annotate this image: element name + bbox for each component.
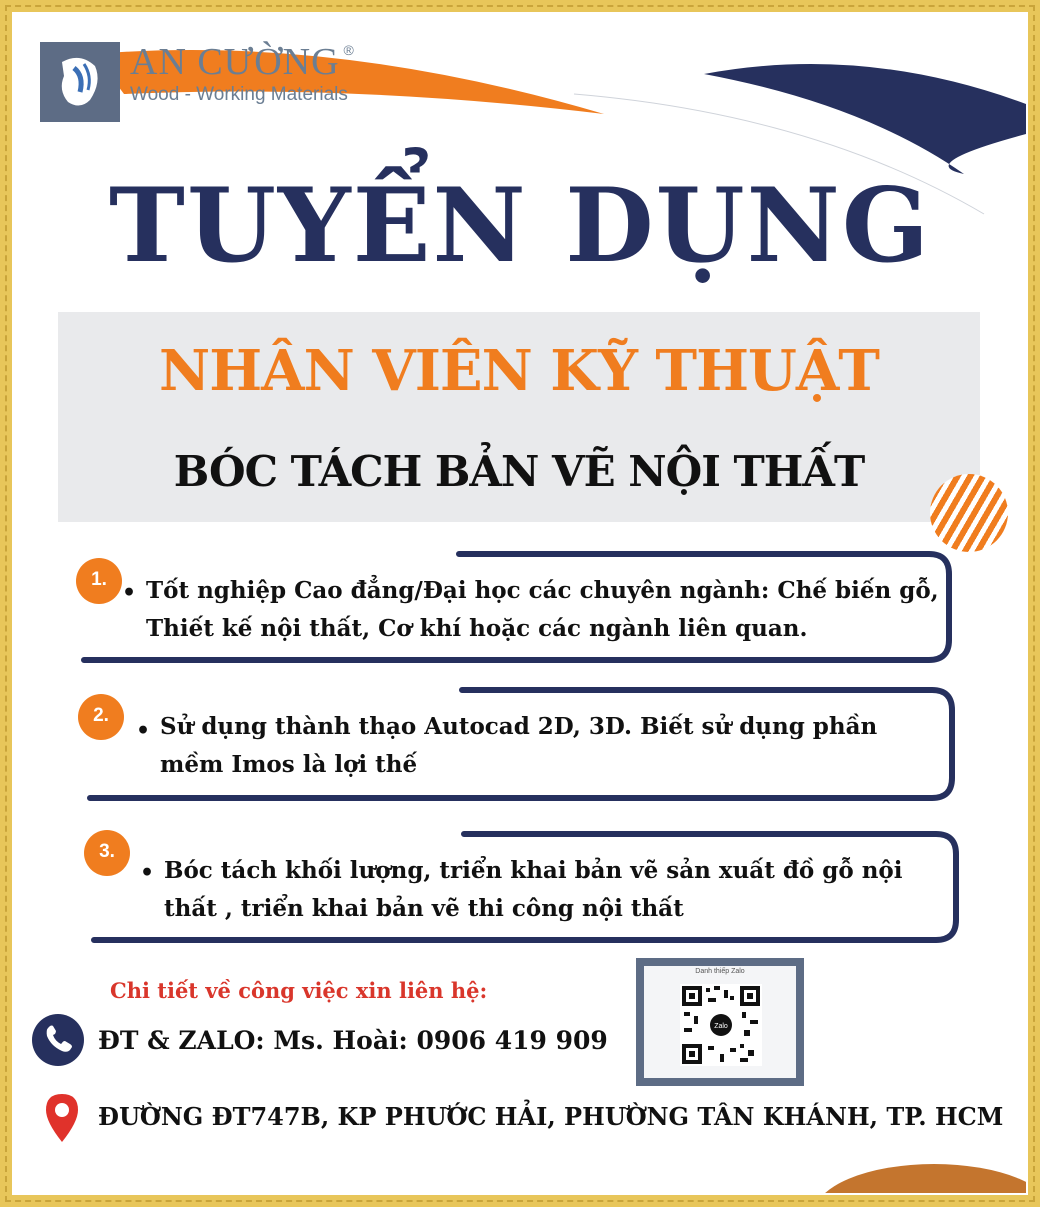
requirement-number-3: 3.	[84, 830, 130, 876]
requirement-3	[164, 852, 903, 928]
job-title: NHÂN VIÊN KỸ THUẬT	[159, 338, 879, 404]
requirement-2-line-2: mềm Imos là lợi thế	[160, 751, 418, 778]
contact-heading: Chi tiết về công việc xin liên hệ:	[110, 978, 488, 1003]
qr-caption: Danh thiếp Zalo	[695, 968, 745, 975]
location-pin-icon	[44, 1092, 80, 1144]
zalo-qr-card[interactable]	[636, 958, 804, 1086]
brand-tagline: Wood - Working Materials	[130, 84, 348, 105]
requirement-3-line-1: Bóc tách khối lượng, triển khai bản vẽ sản xuất đồ gỗ nội	[164, 857, 903, 884]
requirement-2	[160, 708, 877, 784]
qr-center-label: Zalo	[714, 1023, 728, 1030]
bullet-1: •	[122, 580, 137, 606]
registered-mark: ®	[343, 42, 354, 58]
phone-zalo[interactable]: ĐT & ZALO: Ms. Hoài: 0906 419 909	[98, 1026, 608, 1055]
requirement-number-1: 1.	[76, 558, 122, 604]
requirement-1-line-2: Thiết kế nội thất, Cơ khí hoặc các ngành liên quan.	[146, 615, 808, 642]
requirement-1	[146, 572, 939, 648]
phone-icon	[32, 1014, 84, 1066]
headline: TUYỂN DỤNG	[109, 166, 931, 286]
bullet-2: •	[136, 718, 151, 744]
requirement-1-line-1: Tốt nghiệp Cao đẳng/Đại học các chuyên ngành: Chế biến gỗ,	[146, 577, 939, 604]
job-subtitle: BÓC TÁCH BẢN VẼ NỘI THẤT	[173, 447, 865, 496]
requirement-number-2: 2.	[78, 694, 124, 740]
bullet-3: •	[140, 860, 155, 886]
requirement-3-line-2: thất , triển khai bản vẽ thi công nội thất	[164, 895, 684, 922]
requirement-2-line-1: Sử dụng thành thạo Autocad 2D, 3D. Biết sử dụng phần	[160, 713, 878, 740]
address: ĐƯỜNG ĐT747B, KP PHƯỚC HẢI, PHƯỜNG TÂN KHÁNH, TP. HCM	[98, 1102, 1004, 1131]
qr-code	[680, 984, 762, 1066]
brand-name: AN CƯỜNG	[130, 41, 340, 83]
poster	[14, 14, 1026, 1193]
